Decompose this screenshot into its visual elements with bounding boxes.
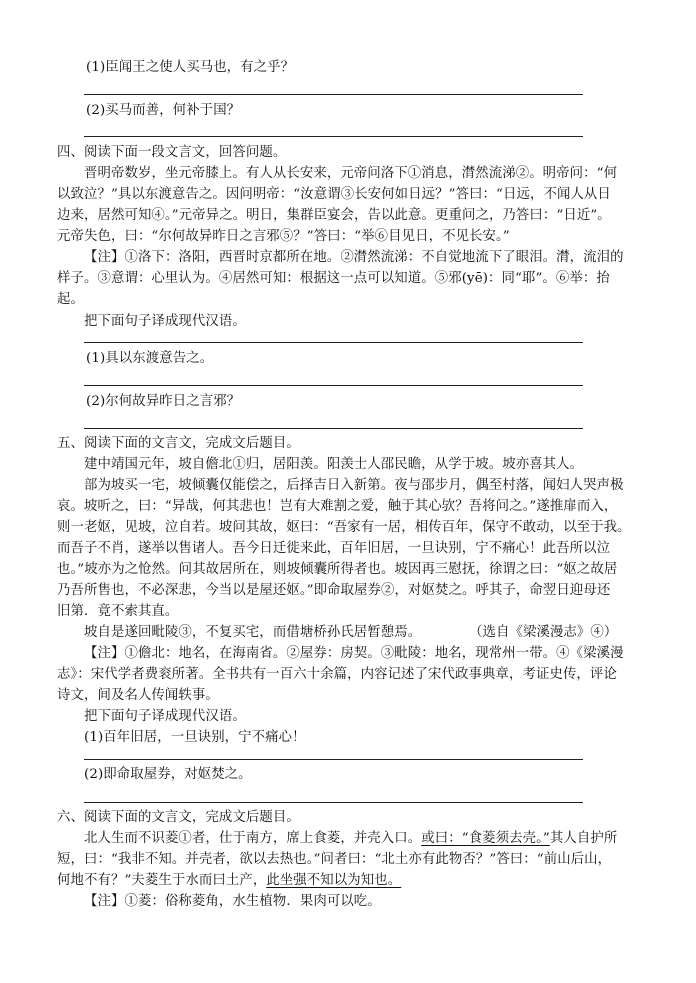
q3-sub1: (1)臣闻王之使人买马也，有之乎？: [86, 60, 295, 75]
q3-sub2: (2)买马而善，何补于国？: [86, 103, 241, 118]
q5-passage-line: 也。”坡亦为之怆然。问其故居所在，则坡倾囊所得者也。坡因再三慰抚，徐谓之曰：“妪之故居: [57, 562, 618, 577]
q4-passage-line: 晋明帝数岁，坐元帝膝上。有人从长安来，元帝问洛下①消息，潸然流涕②。明帝问：“何: [84, 166, 618, 181]
q5-note-line: 志》：宋代学者费衮所著。全书共有一百六十余篇，内容记述了宋代政事典章，考证史传，评论: [57, 667, 617, 682]
q4-note-line: 样子。③意谓：心里认为。④居然可知：根据这一点可以知道。⑤邪(yē)：同“耶”。⑥举：抬: [57, 271, 610, 286]
q6-note: 【注】①菱：俗称菱角，水生植物．果肉可以吃。: [84, 894, 381, 909]
q5-sub2: (2)即命取屋券，对妪焚之。: [84, 767, 252, 782]
q4-note-line: 【注】①洛下：洛阳，西晋时京都所在地。②潸然流涕：不自觉地流下了眼泪。潸，流泪的: [84, 250, 624, 265]
q5-last-line: 坡自是遂回毗陵③，不复买宅，而借塘桥孙氏居暂憩焉。: [84, 625, 422, 640]
q4-passage-line: 以致泣？”具以东渡意告之。因问明帝：“汝意谓③长安何如日远？”答曰：“日远，不闻人从日: [57, 187, 611, 202]
q4-instruction: 把下面句子译成现代汉语。: [84, 314, 246, 329]
q5-passage-line: 而吾子不肖，遂举以售诸人。吾今日迁徙来此，百年旧居，一旦诀别，宁不痛心！此吾所以泣: [57, 541, 611, 556]
q5-passage-line: 则一老妪，见坡，泣自若。坡问其故，妪曰：“吾家有一居，相传百年，保守不敢动，以至于我。: [57, 520, 631, 535]
q5-source: （选自《梁溪漫志》④）: [469, 625, 618, 640]
q5-instruction: 把下面句子译成现代汉语。: [84, 709, 246, 724]
answer-line[interactable]: [84, 428, 583, 429]
q4-sub1: (1)具以东渡意告之。: [86, 351, 214, 366]
answer-line[interactable]: [84, 802, 583, 803]
q5-passage-line: 部为坡买一宅，坡倾囊仅能偿之，后择吉日入新第。夜与邵步月，偶至村落，闻妇人哭声极: [84, 478, 624, 493]
q5-passage-line: 旧第．竟不索其直。: [57, 604, 179, 619]
answer-line[interactable]: [84, 759, 583, 760]
q6-passage-line: 短，曰：“我非不知。并壳者，欲以去热也。”问者曰：“北土亦有此物否？”答曰：“前山后山，: [57, 852, 612, 867]
q5-note-line: 诗文，间及名人传闻轶事。: [57, 688, 219, 703]
q5-note-line: 【注】①儋北：地名，在海南省。②屋券：房契。③毗陵：地名，现常州一带。④《梁溪漫: [84, 646, 624, 661]
q4-heading: 四、阅读下面一段文言文，回答问题。: [57, 145, 287, 160]
answer-line[interactable]: [84, 94, 583, 95]
q4-sub2: (2)尔何故异昨日之言邪？: [86, 394, 241, 409]
q5-passage-line: 哀。坡听之，曰：“异哉，何其悲也！岂有大难割之爱，触于其心欤？吾将问之。”遂推扉而入，: [57, 499, 618, 514]
q6-line1-text: 北人生而不识菱①者，仕于南方，席上食菱，并壳入口。: [84, 831, 422, 846]
answer-line[interactable]: [84, 342, 583, 343]
q5-sub1: (1)百年旧居，一旦诀别，宁不痛心！: [84, 730, 306, 745]
q6-underlined-sentence-1: 或曰：“食菱须去壳。”: [421, 831, 550, 846]
q6-underlined-sentence-2: 此坐强不知以为知也。: [266, 873, 402, 888]
q6-heading: 六、阅读下面的文言文，完成文后题目。: [57, 810, 300, 825]
q6-passage-line: [57, 871, 401, 891]
q5-passage-line: 建中靖国元年，坡自儋北①归，居阳羡。阳羡士人邵民瞻，从学于坡。坡亦喜其人。: [84, 457, 584, 472]
q4-note-line: 起。: [57, 292, 84, 307]
q4-passage-line: 元帝失色，曰：“尔何故异昨日之言邪⑤？”答曰：“举⑥目见日，不见长安。”: [57, 229, 510, 244]
answer-line[interactable]: [84, 136, 583, 137]
q6-passage-line: [84, 829, 617, 849]
q4-passage-line: 边来，居然可知④。”元帝异之。明日，集群臣宴会，告以此意。更重问之，乃答曰：“日近”。: [57, 208, 611, 223]
q5-heading: 五、阅读下面的文言文，完成文后题目。: [57, 436, 300, 451]
q5-passage-line: 乃吾所售也，不必深悲，今当以是屋还妪。”即命取屋券②，对妪焚之。呼其子，命翌日迎母还: [57, 583, 611, 598]
q6-line3-text: 何地不有？”夫菱生于水而曰土产，: [57, 873, 267, 888]
answer-line[interactable]: [84, 385, 583, 386]
q6-line1-tail: 其人自护所: [549, 831, 618, 846]
